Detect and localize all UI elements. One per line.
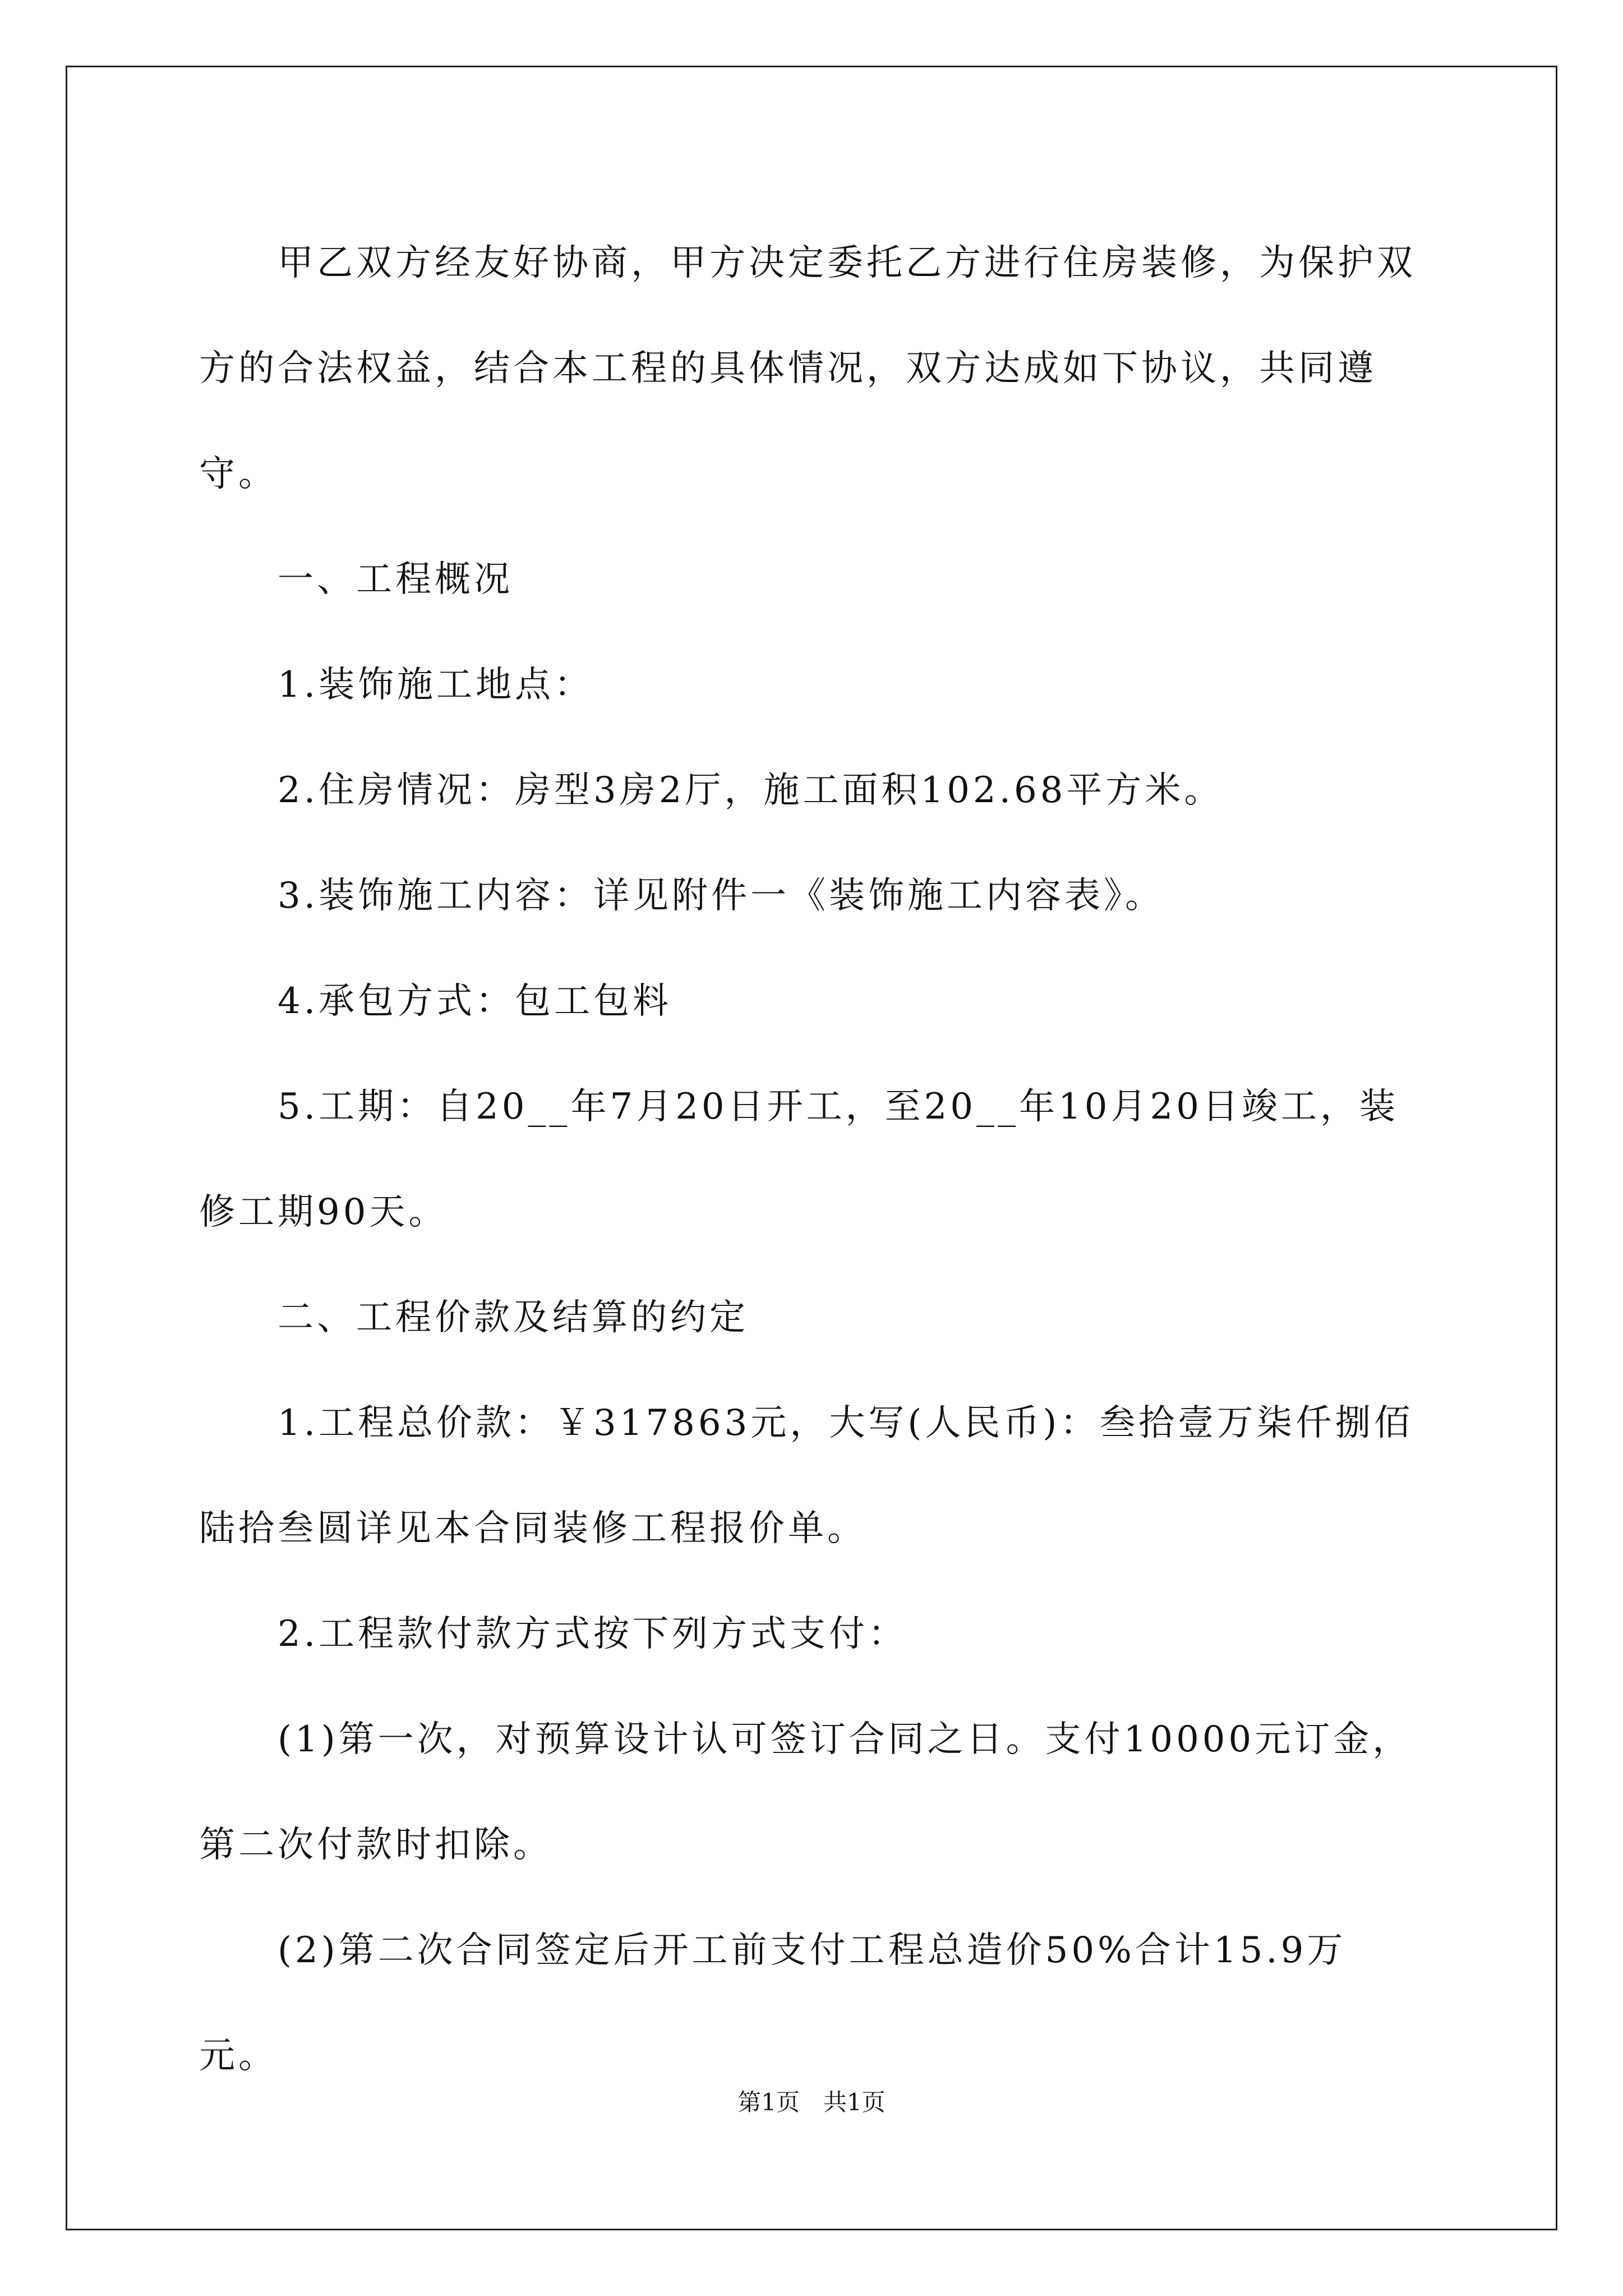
clause-construction-location: 1.装饰施工地点： [278, 664, 594, 706]
document-body [199, 210, 1422, 2109]
clause-total-price: 1.工程总价款：￥317863元，大写(人民币)：叁拾壹万柒仟捌佰陆拾叁圆详见本合同装修工程报价单。 [199, 1402, 1414, 1549]
clause-schedule: 5.工期：自20__年7月20日开工，至20__年10月20日竣工，装修工期90天。 [199, 1086, 1399, 1233]
section-heading-project-overview: 一、工程概况 [278, 559, 513, 600]
section-heading-price-settlement: 二、工程价款及结算的约定 [278, 1297, 749, 1338]
clause-first-payment: (1)第一次，对预算设计认可签订合同之日。支付10000元订金，第二次付款时扣除。 [199, 1719, 1412, 1866]
clause-housing-info: 2.住房情况：房型3房2厅，施工面积102.68平方米。 [278, 770, 1224, 811]
clause-contract-method: 4.承包方式：包工包料 [278, 981, 672, 1022]
clause-second-payment: (2)第二次合同签定后开工前支付工程总造价50%合计15.9万元。 [199, 1930, 1347, 2077]
page-number-footer: 第1页 共1页 [737, 2088, 886, 2116]
clause-construction-content: 3.装饰施工内容：详见附件一《装饰施工内容表》。 [278, 875, 1165, 917]
clause-payment-method: 2.工程款付款方式按下列方式支付： [278, 1613, 908, 1655]
intro-paragraph: 甲乙双方经友好协商，甲方决定委托乙方进行住房装修，为保护双方的合法权益，结合本工程的具体情况，双方达成如下协议，共同遵守。 [199, 242, 1416, 495]
